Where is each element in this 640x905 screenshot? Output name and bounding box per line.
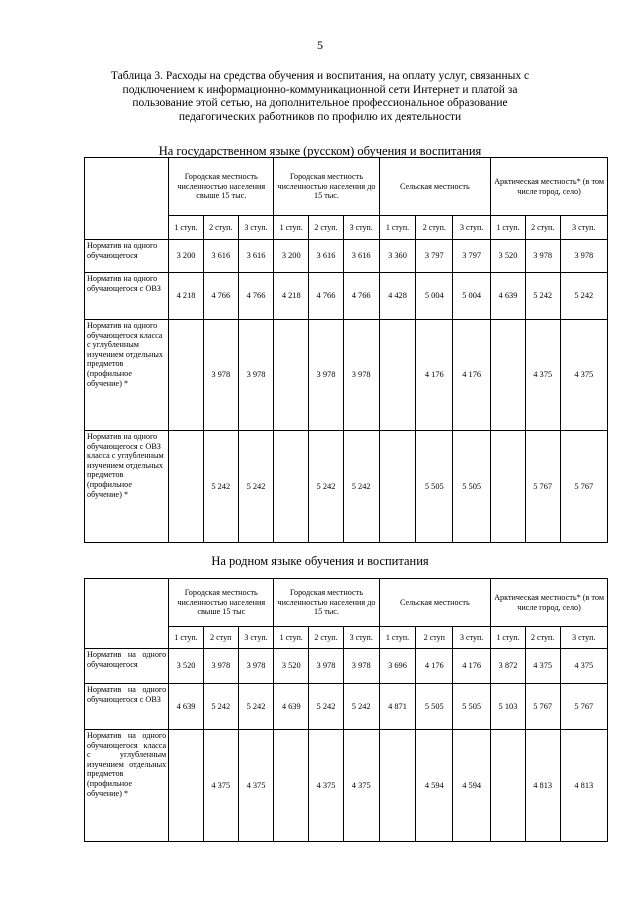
- row-label-cell: Норматив на одного обучающегося класса с углубленным изучением отдельных предметов (профильное обучение) *: [85, 730, 169, 842]
- value-cell: [274, 431, 309, 543]
- stage-header-cell: 1 ступ.: [379, 216, 416, 240]
- caption-line: пользование этой сетью, на дополнительное профессиональное образование: [132, 97, 508, 109]
- stage-header-cell: 2 ступ.: [309, 627, 344, 649]
- value-cell: 3 797: [453, 240, 491, 273]
- value-cell: 5 505: [453, 431, 491, 543]
- value-cell: 4 766: [343, 273, 379, 320]
- value-cell: 5 004: [416, 273, 453, 320]
- value-cell: 4 375: [525, 649, 560, 684]
- value-cell: 4 218: [274, 273, 309, 320]
- value-cell: [491, 730, 526, 842]
- value-cell: 4 428: [379, 273, 416, 320]
- value-cell: 5 004: [453, 273, 491, 320]
- value-cell: 4 176: [416, 320, 453, 431]
- value-cell: 5 242: [343, 684, 379, 730]
- value-cell: 4 375: [560, 320, 607, 431]
- value-cell: 3 978: [525, 240, 560, 273]
- table1-title: На государственном языке (русском) обучения и воспитания: [158, 144, 482, 158]
- value-cell: 3 200: [169, 240, 204, 273]
- group-header: Арктическая местность* (в том числе город, село): [491, 579, 608, 627]
- stage-header-cell: 3 ступ.: [238, 216, 274, 240]
- value-cell: 3 616: [343, 240, 379, 273]
- value-cell: 4 218: [169, 273, 204, 320]
- value-cell: 3 616: [203, 240, 238, 273]
- table-row: [85, 730, 608, 842]
- table-body: [85, 649, 608, 842]
- group-header: Городская местность численностью населения до 15 тыс.: [274, 158, 379, 216]
- stage-header-cell: 2 ступ.: [416, 216, 453, 240]
- stage-header-cell: 1 ступ.: [169, 216, 204, 240]
- value-cell: 4 176: [453, 320, 491, 431]
- value-cell: [379, 320, 416, 431]
- stage-header-cell: 1 ступ.: [379, 627, 416, 649]
- value-cell: 5 242: [525, 273, 560, 320]
- value-cell: 3 978: [203, 320, 238, 431]
- value-cell: 3 872: [491, 649, 526, 684]
- value-cell: 5 505: [416, 684, 453, 730]
- value-cell: [274, 730, 309, 842]
- value-cell: 3 978: [343, 649, 379, 684]
- stage-header-cell: 1 ступ.: [274, 627, 309, 649]
- value-cell: 3 978: [560, 240, 607, 273]
- value-cell: 4 375: [560, 649, 607, 684]
- row-label-cell: Норматив на одного обучающегося: [85, 649, 169, 684]
- value-cell: 4 176: [416, 649, 453, 684]
- group-header: Городская местность численностью населения до 15 тыс.: [274, 579, 379, 627]
- value-cell: 3 978: [309, 320, 344, 431]
- table1: [84, 157, 608, 543]
- caption-line: педагогических работников по профилю их деятельности: [178, 110, 462, 123]
- value-cell: 4 375: [203, 730, 238, 842]
- stage-header-cell: 3 ступ.: [560, 216, 607, 240]
- value-cell: 5 505: [453, 684, 491, 730]
- value-cell: 3 616: [238, 240, 274, 273]
- table-row: [85, 320, 608, 431]
- value-cell: 5 242: [309, 684, 344, 730]
- row-label-cell: Норматив на одного обучающегося: [85, 240, 169, 273]
- stage-header-cell: 1 ступ.: [169, 627, 204, 649]
- value-cell: 4 375: [309, 730, 344, 842]
- row-label-cell: Норматив на одного обучающегося с ОВЗ: [85, 273, 169, 320]
- stage-header-cell: 3 ступ.: [238, 627, 274, 649]
- stage-header-cell: 2 ступ: [203, 627, 238, 649]
- table-row: [85, 684, 608, 730]
- value-cell: 3 797: [416, 240, 453, 273]
- caption-line: Таблица 3. Расходы на средства обучения и воспитания, на оплату услуг, связанных с: [110, 70, 530, 82]
- value-cell: 4 766: [309, 273, 344, 320]
- value-cell: 4 813: [560, 730, 607, 842]
- table-header-row: [85, 158, 608, 216]
- stage-header-cell: 3 ступ.: [343, 216, 379, 240]
- table2: [84, 578, 608, 842]
- group-header: Сельская местность: [379, 158, 491, 216]
- value-cell: 3 520: [274, 649, 309, 684]
- row-label-cell: Норматив на одного обучающегося с ОВЗ класса с углубленным изучением отдельных предметов (профильное обучение) *: [85, 431, 169, 543]
- value-cell: 4 375: [525, 320, 560, 431]
- table-row: [85, 649, 608, 684]
- value-cell: 4 639: [169, 684, 204, 730]
- row-label-cell: Норматив на одного обучающегося с ОВЗ: [85, 684, 169, 730]
- value-cell: 4 375: [343, 730, 379, 842]
- table-row: [85, 273, 608, 320]
- value-cell: 4 375: [238, 730, 274, 842]
- value-cell: 5 767: [525, 684, 560, 730]
- value-cell: 4 766: [203, 273, 238, 320]
- value-cell: [169, 320, 204, 431]
- value-cell: 5 242: [343, 431, 379, 543]
- value-cell: [491, 320, 526, 431]
- value-cell: [491, 431, 526, 543]
- row-label-cell: Норматив на одного обучающегося класса с углубленным изучением отдельных предметов (профильное обучение) *: [85, 320, 169, 431]
- value-cell: 3 978: [343, 320, 379, 431]
- stage-header-cell: 3 ступ.: [343, 627, 379, 649]
- value-cell: 5 505: [416, 431, 453, 543]
- table-body: [85, 240, 608, 543]
- value-cell: 3 360: [379, 240, 416, 273]
- value-cell: 5 242: [238, 431, 274, 543]
- value-cell: 3 978: [238, 649, 274, 684]
- header-corner-cell: [85, 579, 169, 649]
- value-cell: 3 978: [203, 649, 238, 684]
- stage-header-cell: 2 ступ: [416, 627, 453, 649]
- value-cell: 4 176: [453, 649, 491, 684]
- stage-header-cell: 3 ступ.: [453, 216, 491, 240]
- value-cell: 3 616: [309, 240, 344, 273]
- value-cell: 5 242: [203, 684, 238, 730]
- header-corner-cell: [85, 158, 169, 240]
- value-cell: [274, 320, 309, 431]
- value-cell: 4 871: [379, 684, 416, 730]
- table-header-row: [85, 579, 608, 627]
- stage-header-cell: 2 ступ.: [203, 216, 238, 240]
- value-cell: 3 520: [169, 649, 204, 684]
- page-number: 5: [317, 38, 323, 52]
- table2-title: На родном языке обучения и воспитания: [211, 554, 429, 568]
- stage-header-cell: 1 ступ.: [274, 216, 309, 240]
- value-cell: 4 639: [491, 273, 526, 320]
- stage-header-cell: 3 ступ.: [560, 627, 607, 649]
- value-cell: 5 767: [525, 431, 560, 543]
- value-cell: 5 767: [560, 684, 607, 730]
- caption-line: подключением к информационно-коммуникационной сети Интернет и платой за: [122, 83, 518, 96]
- value-cell: [379, 730, 416, 842]
- value-cell: [379, 431, 416, 543]
- group-header: Сельская местность: [379, 579, 491, 627]
- value-cell: 4 813: [525, 730, 560, 842]
- value-cell: 3 520: [491, 240, 526, 273]
- value-cell: 5 103: [491, 684, 526, 730]
- table-row: [85, 431, 608, 543]
- value-cell: 5 767: [560, 431, 607, 543]
- value-cell: 3 978: [309, 649, 344, 684]
- value-cell: 4 594: [453, 730, 491, 842]
- value-cell: 4 639: [274, 684, 309, 730]
- value-cell: [169, 431, 204, 543]
- value-cell: 5 242: [309, 431, 344, 543]
- value-cell: [169, 730, 204, 842]
- group-header: Арктическая местность* (в том числе город, село): [491, 158, 608, 216]
- stage-header-cell: 2 ступ.: [525, 216, 560, 240]
- value-cell: 5 242: [560, 273, 607, 320]
- value-cell: 3 200: [274, 240, 309, 273]
- value-cell: 4 766: [238, 273, 274, 320]
- stage-header-cell: 1 ступ.: [491, 216, 526, 240]
- value-cell: 4 594: [416, 730, 453, 842]
- table-row: [85, 240, 608, 273]
- value-cell: 5 242: [238, 684, 274, 730]
- group-header: Городская местность численностью населения свыше 15 тыс: [169, 579, 274, 627]
- value-cell: 3 978: [238, 320, 274, 431]
- group-header: Городская местность численностью населения свыше 15 тыс.: [169, 158, 274, 216]
- value-cell: 5 242: [203, 431, 238, 543]
- stage-header-cell: 1 ступ.: [491, 627, 526, 649]
- stage-header-cell: 2 ступ.: [309, 216, 344, 240]
- stage-header-cell: 2 ступ.: [525, 627, 560, 649]
- value-cell: 3 696: [379, 649, 416, 684]
- stage-header-cell: 3 ступ.: [453, 627, 491, 649]
- table-caption: [60, 70, 580, 124]
